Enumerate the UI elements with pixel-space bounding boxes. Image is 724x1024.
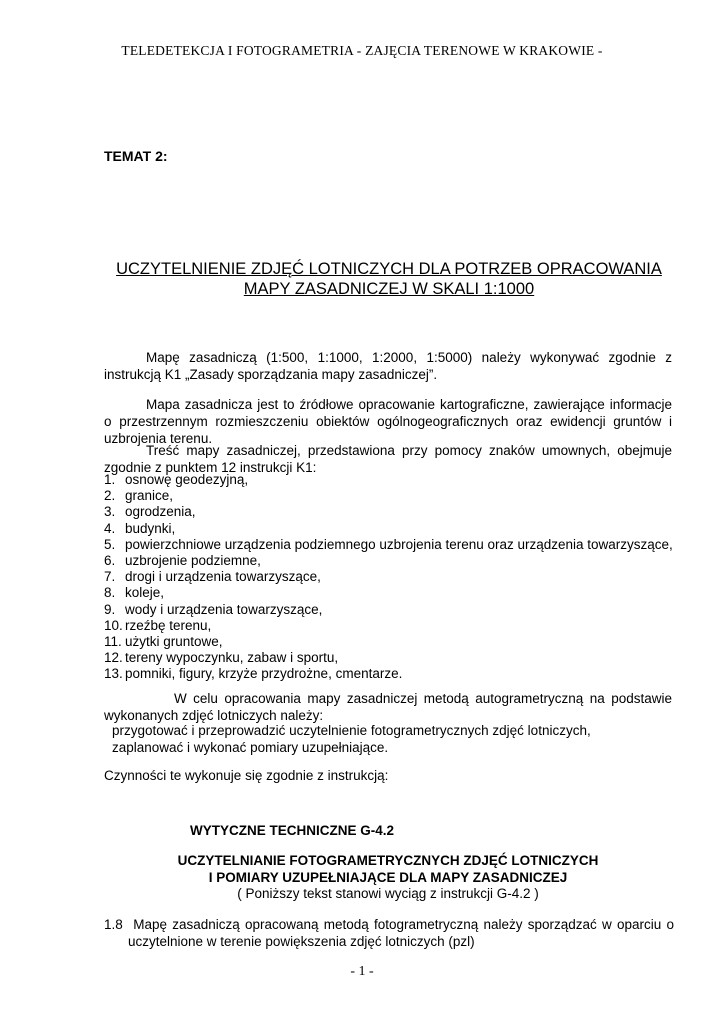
list-item: [104, 602, 684, 618]
list-item-text: użytki gruntowe,: [125, 634, 223, 650]
document-title: [100, 259, 678, 299]
section-title-line-2: I POMIARY UZUPEŁNIAJĄCE DLA MAPY ZASADNICZEJ: [208, 869, 568, 885]
list-item-text: ogrodzenia,: [125, 504, 196, 520]
task-item: przygotować i przeprowadzić uczytelnienie fotogrametrycznych zdjęć lotniczych,: [112, 723, 591, 738]
list-item-number: 8.: [104, 585, 116, 601]
point-text-line-2: uczytelnione w terenie powiększenia zdjęć lotniczych (pzl): [128, 934, 475, 949]
section-title: [104, 853, 672, 903]
list-item-number: 7.: [104, 569, 116, 585]
guidelines-title: WYTYCZNE TECHNICZNE G-4.2: [190, 823, 395, 838]
task-item: zaplanować i wykonać pomiary uzupełniające.: [112, 740, 389, 755]
list-item-text: rzeźbę terenu,: [125, 617, 212, 633]
list-item-text: uzbrojenie podziemne,: [125, 553, 261, 569]
list-item-number: 6.: [104, 553, 116, 569]
page-number: - 1 -: [350, 964, 374, 979]
title-line-2: MAPY ZASADNICZEJ W SKALI 1:1000: [243, 280, 535, 298]
list-item-number: 12.: [104, 650, 123, 666]
list-item-text: wody i urządzenia towarzyszące,: [125, 601, 323, 617]
title-line-1: UCZYTELNIENIE ZDJĘĆ LOTNICZYCH DLA POTRZEB OPRACOWANIA: [116, 260, 662, 278]
list-item-number: 3.: [104, 504, 116, 520]
list-item: [104, 618, 684, 634]
topic-label: TEMAT 2:: [104, 148, 168, 164]
list-item-number: 5.: [104, 536, 116, 552]
list-item-text: tereny wypoczynku, zabaw i sportu,: [125, 650, 339, 666]
list-item-number: 9.: [104, 601, 116, 617]
list-item-number: 13.: [104, 666, 123, 682]
section-note: ( Poniższy tekst stanowi wyciąg z instrukcji G-4.2 ): [237, 886, 539, 901]
list-item-number: 11.: [104, 634, 122, 650]
list-item-text: granice,: [125, 488, 174, 504]
list-item-text: osnowę geodezyjną,: [125, 472, 249, 487]
list-item: [104, 585, 684, 601]
list-item: [104, 472, 684, 488]
list-item-text: koleje,: [125, 585, 165, 601]
list-item-number: 4.: [104, 520, 116, 536]
list-item: [104, 504, 684, 520]
running-header: TELEDETEKCJA I FOTOGRAMETRIA - ZAJĘCIA TERENOWE W KRAKOWIE -: [121, 43, 603, 58]
purpose-paragraph: W celu opracowania mapy zasadniczej metodą autogrametryczną na podstawie wykonanych zdjęć lotniczych należy:: [104, 691, 672, 723]
section-title-line-1: UCZYTELNIANIE FOTOGRAMETRYCZNYCH ZDJĘĆ LOTNICZYCH: [177, 853, 599, 868]
point-text-line-1: Mapę zasadniczą opracowaną metodą fotogrametryczną należy sporządzać w oparciu o: [133, 917, 674, 932]
list-item-text: budynki,: [125, 520, 176, 536]
list-item-number: 1.: [104, 472, 116, 487]
list-item-text: powierzchniowe urządzenia podziemnego uzbrojenia terenu oraz urządzenia towarzyszące,: [125, 536, 673, 552]
list-item: [104, 569, 684, 585]
content-intro-paragraph: Treść mapy zasadniczej, przedstawiona przy pomocy znaków umownych, obejmuje zgodnie z punktem 12 instrukcji K1:: [104, 443, 672, 475]
list-item-number: 10.: [104, 617, 123, 633]
point-1-8: [104, 916, 674, 950]
list-item: [104, 488, 684, 504]
list-item-text: drogi i urządzenia towarzyszące,: [125, 569, 321, 585]
list-item: [104, 650, 684, 666]
actions-paragraph: Czynności te wykonuje się zgodnie z instrukcją:: [104, 768, 389, 783]
list-item-text: pomniki, figury, krzyże przydrożne, cmentarze.: [125, 666, 403, 682]
list-item: [104, 521, 684, 537]
list-item: [104, 537, 684, 553]
list-item: [104, 553, 684, 569]
intro-paragraph: Mapę zasadniczą (1:500, 1:1000, 1:2000, 1:5000) należy wykonywać zgodnie z instrukcją K1 „Zasady sporządzania mapy zasadniczej”.: [104, 350, 672, 382]
definition-paragraph: Mapa zasadnicza jest to źródłowe opracowanie kartograficzne, zawierające informacje o przestrzennym rozmieszczeniu obiektów ogólnogeograficznych oraz ewidencji gruntów i uzbrojenia terenu.: [104, 397, 672, 446]
task-list: [112, 722, 591, 756]
list-item: [104, 634, 684, 650]
content-list: [104, 472, 684, 683]
list-item: [104, 666, 684, 682]
list-item-number: 2.: [104, 488, 116, 504]
point-number: 1.8: [104, 917, 123, 932]
